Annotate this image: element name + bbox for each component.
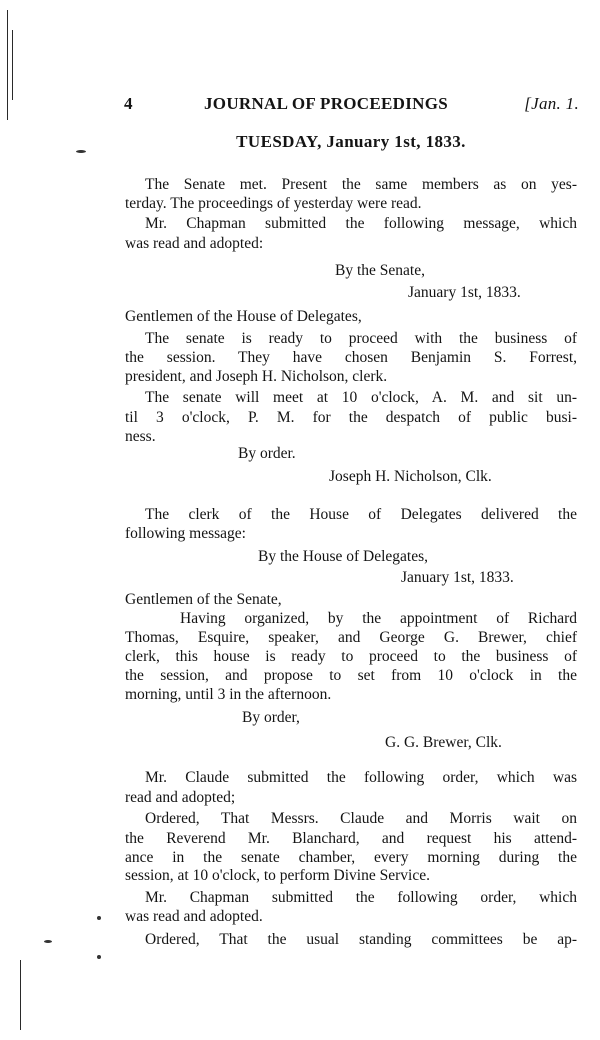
text-line: Having organized, by the appointment of Richard <box>180 610 577 627</box>
text-line: ance in the senate chamber, every morning during the <box>125 849 577 866</box>
text-line: clerk, this house is ready to proceed to the business of <box>125 648 577 665</box>
scan-speck <box>97 916 101 920</box>
session-date-heading: TUESDAY, January 1st, 1833. <box>236 132 466 151</box>
running-title: JOURNAL OF PROCEEDINGS <box>204 94 448 113</box>
text-line: president, and Joseph H. Nicholson, clerk. <box>125 368 388 385</box>
text-line: January 1st, 1833. <box>401 569 514 586</box>
text-line: session, at 10 o'clock, to perform Divine Service. <box>125 867 430 884</box>
running-date: [Jan. 1. <box>524 94 579 113</box>
text-line: Thomas, Esquire, speaker, and George G. Brewer, chief <box>125 629 577 646</box>
scan-speck <box>76 150 86 153</box>
text-line: was read and adopted. <box>125 908 263 925</box>
text-line: terday. The proceedings of yesterday were read. <box>125 195 422 212</box>
text-line: Mr. Chapman submitted the following message, which <box>145 215 577 232</box>
text-line: the Reverend Mr. Blanchard, and request his attend- <box>125 830 577 847</box>
text-line: Mr. Claude submitted the following order, which was <box>145 769 577 786</box>
text-line: the session. They have chosen Benjamin S. Forrest, <box>125 349 577 366</box>
text-line: By the Senate, <box>335 262 425 279</box>
text-line: By order. <box>238 445 296 462</box>
signature-line: Joseph H. Nicholson, Clk. <box>329 468 492 485</box>
text-line: the session, and propose to set from 10 o'clock in the <box>125 667 577 684</box>
signature-line: G. G. Brewer, Clk. <box>385 734 502 751</box>
text-line: By order, <box>242 709 300 726</box>
scan-speck <box>97 955 101 959</box>
text-line: Ordered, That Messrs. Claude and Morris wait on <box>145 810 577 827</box>
text-line: Ordered, That the usual standing committees be ap- <box>145 931 577 948</box>
text-line: ness. <box>125 428 156 445</box>
scan-gutter-line <box>20 960 21 1030</box>
text-line: The clerk of the House of Delegates delivered the <box>145 506 577 523</box>
scan-speck <box>44 940 52 943</box>
text-line: Mr. Chapman submitted the following order, which <box>145 889 577 906</box>
text-line: Gentlemen of the Senate, <box>125 591 282 608</box>
text-line: By the House of Delegates, <box>258 548 429 565</box>
text-line: til 3 o'clock, P. M. for the despatch of public busi- <box>125 409 577 426</box>
text-line: The senate will meet at 10 o'clock, A. M. and sit un- <box>145 389 577 406</box>
text-line: morning, until 3 in the afternoon. <box>125 686 332 703</box>
text-line: following message: <box>125 525 246 542</box>
text-line: January 1st, 1833. <box>408 284 521 301</box>
scan-gutter-line <box>7 10 8 120</box>
text-line: read and adopted; <box>125 789 236 806</box>
text-line: Gentlemen of the House of Delegates, <box>125 308 362 325</box>
scan-gutter-line <box>12 30 13 100</box>
text-line: The Senate met. Present the same members as on yes- <box>145 176 577 193</box>
text-line: The senate is ready to proceed with the business of <box>145 330 577 347</box>
page-number: 4 <box>124 94 133 113</box>
text-line: was read and adopted: <box>125 235 264 252</box>
